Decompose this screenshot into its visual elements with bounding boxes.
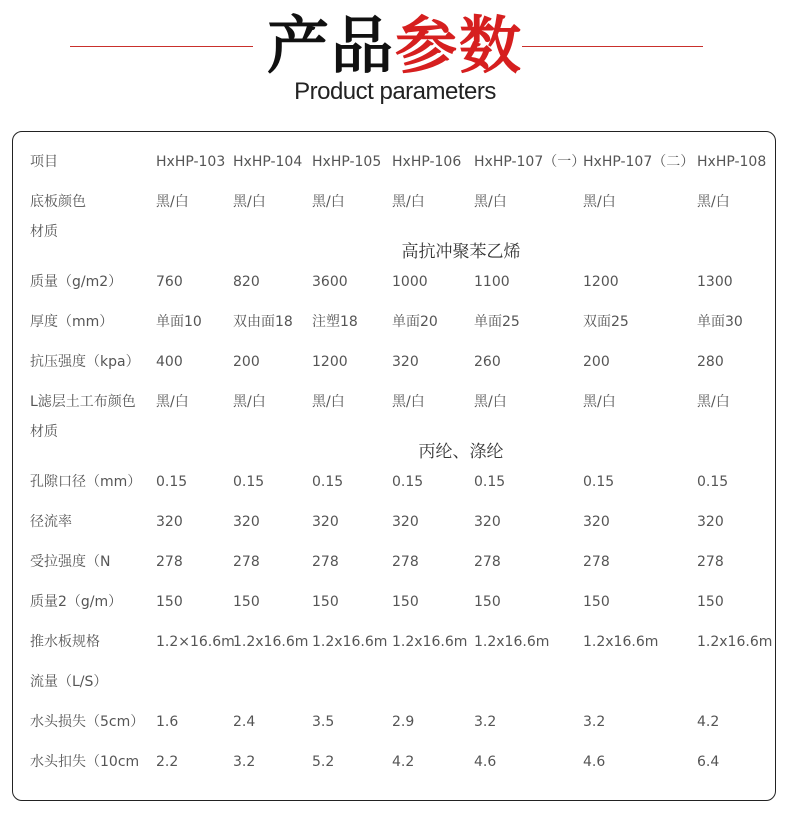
table-cell: 1.6 bbox=[156, 714, 179, 730]
table-row bbox=[13, 182, 775, 222]
table-cell: 0.15 bbox=[697, 474, 729, 490]
row-label: 材质 bbox=[30, 224, 58, 240]
table-cell: 6.4 bbox=[697, 754, 720, 770]
table-cell: 278 bbox=[583, 554, 610, 570]
table-cell: 3.2 bbox=[474, 714, 497, 730]
table-cell: HxHP-107（一） bbox=[474, 154, 586, 170]
table-cell: HxHP-108 bbox=[697, 154, 767, 170]
table-cell: 黑/白 bbox=[233, 194, 266, 210]
row-label: 项目 bbox=[30, 154, 58, 170]
table-cell: 2.2 bbox=[156, 754, 179, 770]
table-cell: 1.2x16.6m bbox=[474, 634, 550, 650]
table-cell: 1.2x16.6m bbox=[697, 634, 773, 650]
table-row bbox=[13, 422, 775, 462]
table-cell: 320 bbox=[392, 514, 419, 530]
table-cell: 双由面18 bbox=[233, 314, 293, 330]
table-cell: 黑/白 bbox=[312, 394, 345, 410]
table-cell: 320 bbox=[233, 514, 260, 530]
table-cell: 0.15 bbox=[233, 474, 265, 490]
table-cell: 0.15 bbox=[583, 474, 615, 490]
table-cell: 150 bbox=[697, 594, 724, 610]
table-cell: 0.15 bbox=[392, 474, 424, 490]
table-cell: 黑/白 bbox=[697, 394, 730, 410]
table-cell: 黑/白 bbox=[233, 394, 266, 410]
row-label: L滤层土工布颜色 bbox=[30, 394, 136, 410]
table-cell: 4.2 bbox=[392, 754, 415, 770]
table-row bbox=[13, 382, 775, 422]
table-row bbox=[13, 542, 775, 582]
parameters-table bbox=[12, 131, 776, 801]
table-cell: 278 bbox=[697, 554, 724, 570]
table-row bbox=[13, 702, 775, 742]
table-cell: 5.2 bbox=[312, 754, 335, 770]
table-cell: 4.6 bbox=[474, 754, 497, 770]
table-row bbox=[13, 462, 775, 502]
table-cell: 黑/白 bbox=[392, 394, 425, 410]
row-label: 受拉强度（N bbox=[30, 554, 111, 570]
table-cell: 黑/白 bbox=[697, 194, 730, 210]
table-row bbox=[13, 742, 775, 782]
table-cell: 黑/白 bbox=[474, 394, 507, 410]
table-row bbox=[13, 142, 775, 182]
table-cell: 1000 bbox=[392, 274, 428, 290]
table-cell: 黑/白 bbox=[312, 194, 345, 210]
table-cell: 150 bbox=[156, 594, 183, 610]
table-cell: 0.15 bbox=[474, 474, 506, 490]
table-cell: 0.15 bbox=[156, 474, 188, 490]
table-cell: 黑/白 bbox=[583, 194, 616, 210]
table-row bbox=[13, 662, 775, 702]
table-cell: 278 bbox=[474, 554, 501, 570]
table-cell: 320 bbox=[156, 514, 183, 530]
table-cell: 注塑18 bbox=[312, 314, 358, 330]
table-cell: 0.15 bbox=[312, 474, 344, 490]
row-label: 流量（L/S） bbox=[30, 674, 108, 690]
page-title-dark: 产品 bbox=[266, 9, 395, 82]
table-cell: 1200 bbox=[312, 354, 348, 370]
row-label: 孔隙口径（mm） bbox=[30, 474, 142, 490]
table-cell: 1.2x16.6m bbox=[312, 634, 388, 650]
table-cell: 单面10 bbox=[156, 314, 202, 330]
table-cell: 1.2x16.6m bbox=[392, 634, 468, 650]
table-cell: 278 bbox=[312, 554, 339, 570]
table-cell: 1200 bbox=[583, 274, 619, 290]
table-cell: 200 bbox=[233, 354, 260, 370]
table-cell: 3.5 bbox=[312, 714, 335, 730]
page-subtitle: Product parameters bbox=[294, 78, 496, 105]
row-label: 水头扣失（10cm bbox=[30, 754, 140, 770]
table-cell: 黑/白 bbox=[392, 194, 425, 210]
table-cell: 黑/白 bbox=[156, 194, 189, 210]
table-cell: 320 bbox=[474, 514, 501, 530]
page-title bbox=[0, 8, 790, 84]
table-cell: 2.9 bbox=[392, 714, 415, 730]
table-cell: 200 bbox=[583, 354, 610, 370]
table-cell: 1100 bbox=[474, 274, 510, 290]
row-label: 径流率 bbox=[30, 514, 72, 530]
table-row bbox=[13, 582, 775, 622]
table-cell: 150 bbox=[233, 594, 260, 610]
table-cell: 150 bbox=[392, 594, 419, 610]
merged-cell: 高抗冲聚苯乙烯 bbox=[401, 242, 521, 262]
table-cell: 278 bbox=[156, 554, 183, 570]
row-label: 质量2（g/m） bbox=[30, 594, 123, 610]
table-cell: HxHP-106 bbox=[392, 154, 462, 170]
table-row bbox=[13, 262, 775, 302]
table-cell: 3.2 bbox=[233, 754, 256, 770]
table-cell: HxHP-104 bbox=[233, 154, 303, 170]
table-cell: 278 bbox=[233, 554, 260, 570]
page-title-red: 参数 bbox=[395, 9, 524, 82]
table-cell: 320 bbox=[583, 514, 610, 530]
table-cell: 1.2x16.6m bbox=[233, 634, 309, 650]
table-cell: 820 bbox=[233, 274, 260, 290]
table-cell: 278 bbox=[392, 554, 419, 570]
table-cell: 280 bbox=[697, 354, 724, 370]
table-cell: 3600 bbox=[312, 274, 348, 290]
table-cell: 1.2×16.6m bbox=[156, 634, 235, 650]
table-row bbox=[13, 502, 775, 542]
table-cell: 760 bbox=[156, 274, 183, 290]
table-cell: 320 bbox=[392, 354, 419, 370]
table-cell: 黑/白 bbox=[156, 394, 189, 410]
table-cell: 双面25 bbox=[583, 314, 629, 330]
table-cell: 150 bbox=[312, 594, 339, 610]
table-cell: 2.4 bbox=[233, 714, 256, 730]
table-cell: 1.2x16.6m bbox=[583, 634, 659, 650]
row-label: 材质 bbox=[30, 424, 58, 440]
row-label: 厚度（mm） bbox=[30, 314, 114, 330]
table-cell: 黑/白 bbox=[583, 394, 616, 410]
table-cell: 320 bbox=[312, 514, 339, 530]
row-label: 推水板规格 bbox=[30, 634, 100, 650]
table-cell: 1300 bbox=[697, 274, 733, 290]
row-label: 水头损失（5cm） bbox=[30, 714, 145, 730]
table-cell: HxHP-105 bbox=[312, 154, 382, 170]
table-cell: 400 bbox=[156, 354, 183, 370]
table-row bbox=[13, 622, 775, 662]
table-cell: 150 bbox=[583, 594, 610, 610]
table-cell: 黑/白 bbox=[474, 194, 507, 210]
table-row bbox=[13, 302, 775, 342]
table-cell: 单面25 bbox=[474, 314, 520, 330]
table-cell: 3.2 bbox=[583, 714, 606, 730]
row-label: 底板颜色 bbox=[30, 194, 86, 210]
table-cell: HxHP-107（二） bbox=[583, 154, 695, 170]
table-cell: HxHP-103 bbox=[156, 154, 226, 170]
table-cell: 4.2 bbox=[697, 714, 720, 730]
row-label: 抗压强度（kpa） bbox=[30, 354, 140, 370]
table-cell: 320 bbox=[697, 514, 724, 530]
table-cell: 单面20 bbox=[392, 314, 438, 330]
merged-cell: 丙纶、涤纶 bbox=[418, 442, 504, 462]
table-row bbox=[13, 222, 775, 262]
table-row bbox=[13, 342, 775, 382]
table-cell: 4.6 bbox=[583, 754, 606, 770]
row-label: 质量（g/m2） bbox=[30, 274, 123, 290]
table-cell: 150 bbox=[474, 594, 501, 610]
table-cell: 260 bbox=[474, 354, 501, 370]
table-cell: 单面30 bbox=[697, 314, 743, 330]
